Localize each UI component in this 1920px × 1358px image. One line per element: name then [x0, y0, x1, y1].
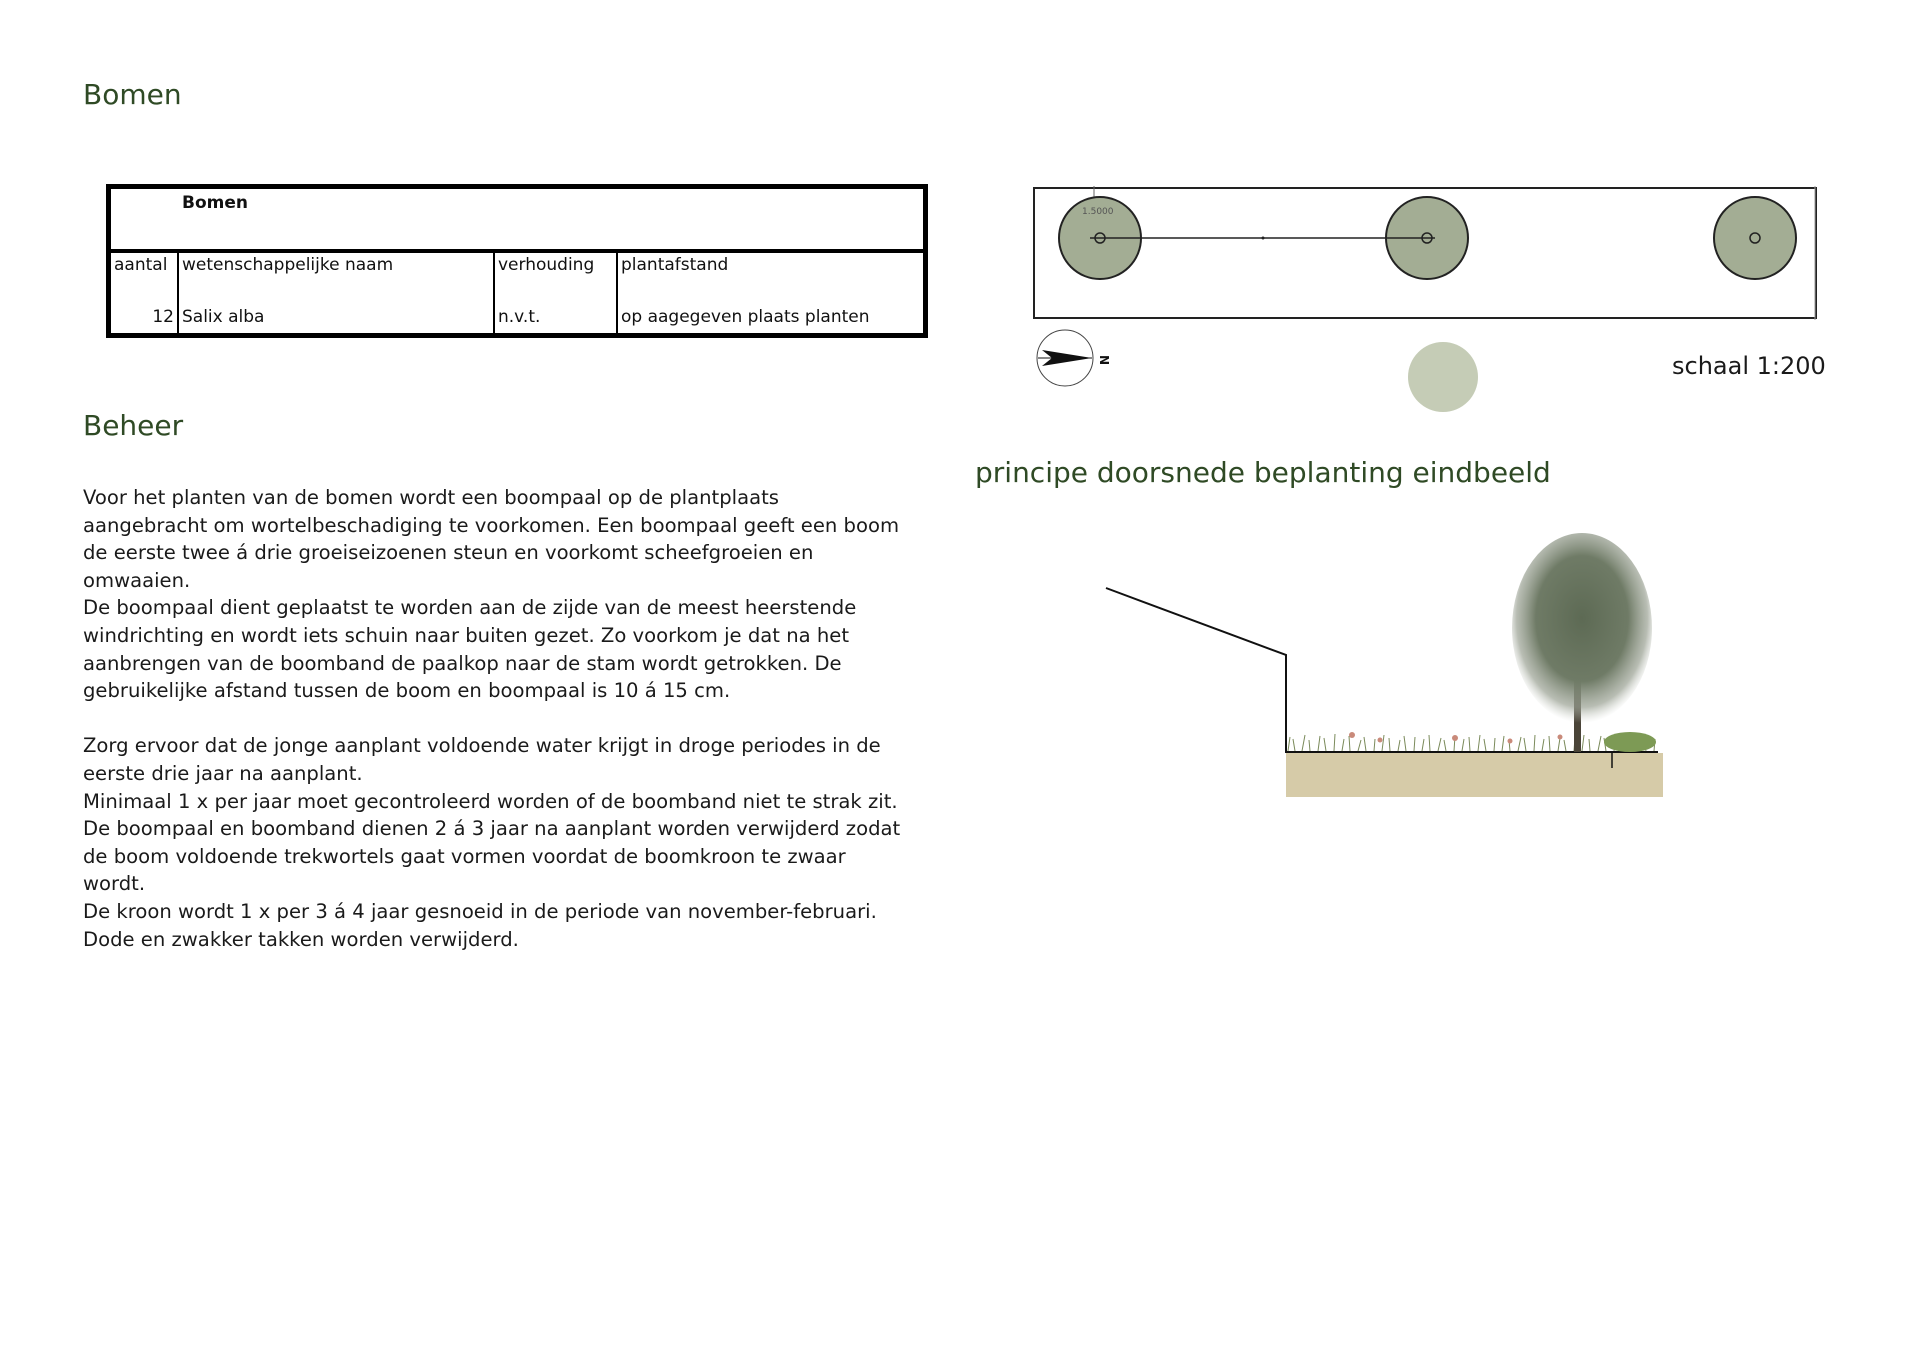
table-title: Bomen: [109, 187, 926, 252]
column-header-plantafstand: plantafstand: [621, 255, 729, 275]
dimension-label: 1.5000: [1082, 207, 1114, 217]
paragraph: Minimaal 1 x per jaar moet gecontroleerd worden of de boomband niet te strak zit.: [83, 789, 898, 813]
paragraph: De boompaal dient geplaatst te worden aan de zijde van de meest heerstende windrichting en wordt iets schuin naar buiten gezet. Zo voorkom je dat na het aanbrengen van de boomband de paalkop naar de stam wordt getrokken. De gebruikelijke afstand tussen de boom en boompaal is 10 á 15 cm.: [83, 596, 857, 703]
north-arrow-icon: [1037, 330, 1111, 386]
heading-principe-doorsnede: principe doorsnede beplanting eindbeeld: [975, 456, 1551, 489]
paragraph: Dode en zwakker takken worden verwijderd.: [83, 927, 519, 951]
column-header-aantal: aantal: [114, 255, 168, 275]
value-naam: Salix alba: [182, 307, 265, 327]
value-plantafstand: op aagegeven plaats planten: [621, 307, 870, 327]
soil-layer: [1286, 753, 1663, 797]
heading-beheer: Beheer: [83, 409, 184, 442]
table-row: [109, 251, 926, 336]
column-header-naam: wetenschappelijke naam: [182, 255, 394, 275]
tree-illustration: [1512, 533, 1656, 768]
cell-aantal: [109, 251, 179, 336]
column-header-verhouding: verhouding: [498, 255, 595, 275]
tree-symbol: [1714, 197, 1796, 279]
north-label: N: [1097, 355, 1111, 366]
cell-plantafstand: [617, 251, 926, 336]
value-verhouding: n.v.t.: [498, 307, 541, 327]
paragraph: Voor het planten van de bomen wordt een boompaal op de plantplaats aangebracht om wortelbeschadiging te voorkomen. Een boompaal geeft een boom de eerste twee á drie groeiseizoenen steun en voorkomt scheefgroeien en omwaaien.: [83, 486, 900, 592]
section-drawing: [1090, 520, 1810, 810]
paragraph: De boompaal en boomband dienen 2 á 3 jaar na aanplant worden verwijderd zodat de boom voldoende trekwortels gaat vormen voordat de boomkroon te zwaar wordt.: [83, 817, 901, 896]
value-aantal: 12: [152, 307, 174, 327]
plant-table: [106, 184, 928, 338]
paragraph: De kroon wordt 1 x per 3 á 4 jaar gesnoeid in de periode van november-februari.: [83, 899, 877, 923]
scale-label: schaal 1:200: [1672, 352, 1826, 380]
grass-strip: [1288, 734, 1655, 751]
table-title-row: [109, 187, 926, 252]
beheer-text: [83, 484, 903, 953]
cell-naam: [178, 251, 494, 336]
flower-dots: [1349, 732, 1563, 744]
paragraph: Zorg ervoor dat de jonge aanplant voldoende water krijgt in droge periodes in de eerste drie jaar na aanplant.: [83, 734, 881, 785]
heading-bomen: Bomen: [83, 78, 182, 111]
cell-verhouding: [494, 251, 617, 336]
legend-tree-symbol: [1408, 342, 1478, 412]
